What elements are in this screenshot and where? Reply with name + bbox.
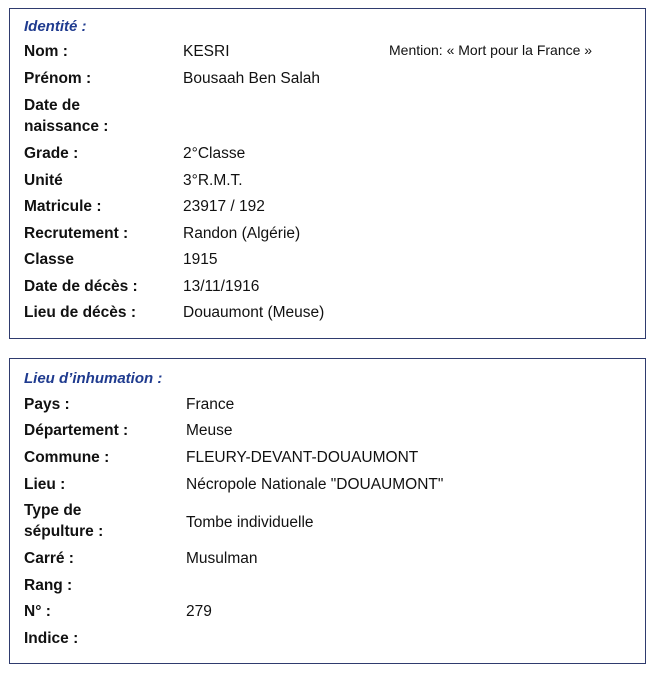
field-value: FLEURY-DEVANT-DOUAUMONT: [186, 449, 419, 466]
field-value: Douaumont (Meuse): [183, 304, 325, 321]
inhumation-title: Lieu d’inhumation :: [24, 370, 163, 387]
inhumation-section: [9, 358, 646, 664]
field-label: Département :: [24, 422, 129, 439]
field-value: 23917 / 192: [183, 198, 265, 215]
mention-text: Mention: « Mort pour la France »: [389, 42, 593, 58]
field-value: 3°R.M.T.: [183, 172, 243, 189]
field-value: 2°Classe: [183, 145, 246, 162]
field-value: Musulman: [186, 550, 258, 567]
identite-section: [9, 8, 646, 339]
field-label: Matricule :: [24, 198, 102, 215]
field-label: Pays :: [24, 396, 70, 413]
field-value: 279: [186, 603, 212, 620]
field-value: Meuse: [186, 422, 233, 439]
field-label: Prénom :: [24, 70, 92, 87]
field-value: KESRI: [183, 43, 230, 60]
field-value: Nécropole Nationale "DOUAUMONT": [186, 476, 444, 493]
field-value: Tombe individuelle: [186, 514, 314, 531]
field-label: Classe: [24, 251, 74, 268]
field-label: Date de naissance :: [24, 97, 109, 135]
field-label: Carré :: [24, 550, 74, 567]
field-label: Recrutement :: [24, 225, 129, 242]
field-label: Indice :: [24, 630, 79, 647]
field-label: Commune :: [24, 449, 110, 466]
identite-title: Identité :: [24, 18, 87, 35]
field-label: Type de sépulture :: [24, 502, 104, 540]
field-label: Lieu de décès :: [24, 304, 136, 321]
field-label: Nom :: [24, 43, 68, 60]
field-label: Unité: [24, 172, 63, 189]
field-label: Lieu :: [24, 476, 66, 493]
field-label: Grade :: [24, 145, 79, 162]
field-value: Randon (Algérie): [183, 225, 301, 242]
field-label: Rang :: [24, 577, 73, 594]
field-value: 1915: [183, 251, 218, 268]
field-label: N° :: [24, 603, 51, 620]
field-value: France: [186, 396, 235, 413]
field-value: 13/11/1916: [183, 278, 260, 295]
field-value: Bousaah Ben Salah: [183, 70, 321, 87]
field-label: Date de décès :: [24, 278, 138, 295]
